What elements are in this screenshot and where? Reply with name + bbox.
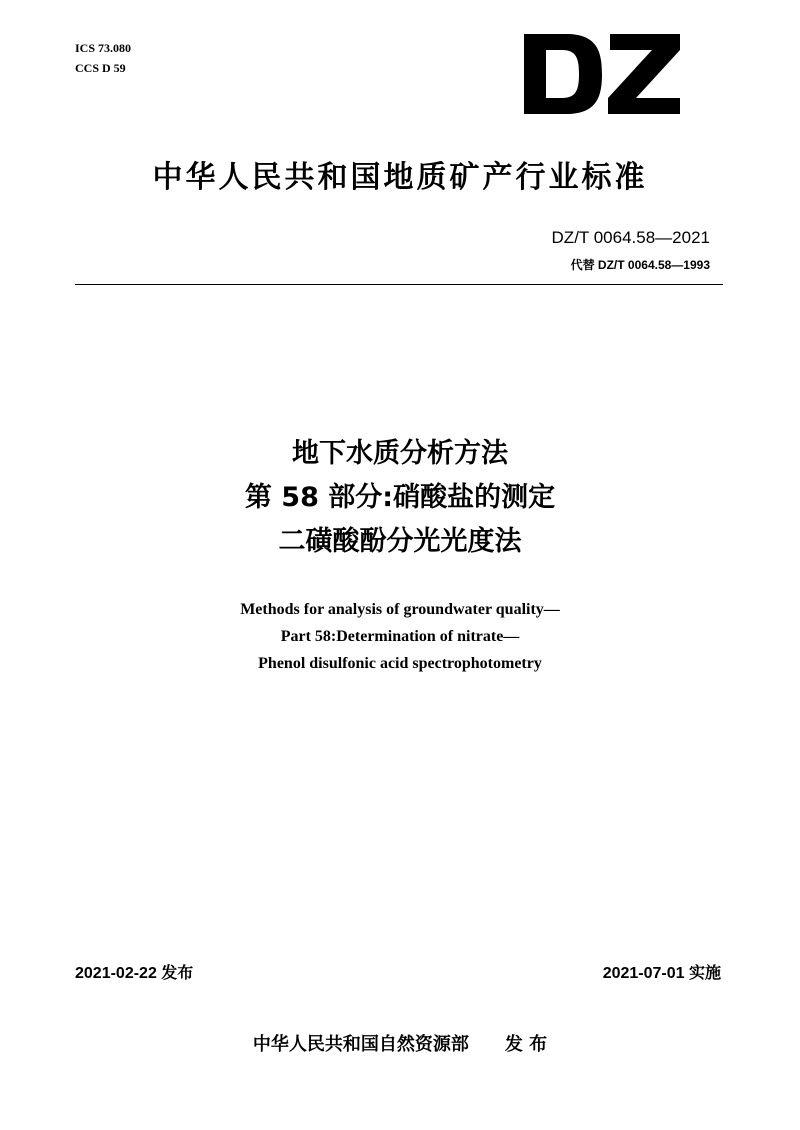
standard-number: DZ/T 0064.58—2021: [551, 228, 710, 247]
classification-codes: [75, 38, 131, 78]
english-title-line: Part 58:Determination of nitrate—: [280, 628, 520, 645]
chinese-title-line: 地下水质分析方法: [292, 438, 508, 469]
chinese-title: [0, 432, 800, 564]
issue-date: 2021-02-22 发布: [75, 965, 194, 982]
english-title-line: Methods for analysis of groundwater quality—: [240, 601, 560, 618]
chinese-title-line: 第 58 部分:硝酸盐的测定: [244, 482, 556, 513]
issuer-title: 中华人民共和国地质矿产行业标准: [152, 160, 648, 195]
header-divider: [75, 284, 723, 285]
english-title: [0, 596, 800, 677]
english-title-line: Phenol disulfonic acid spectrophotometry: [258, 655, 542, 672]
chinese-title-line: 二磺酸酚分光光度法: [278, 526, 522, 557]
ics-code: ICS 73.080: [75, 41, 132, 55]
ccs-code: CCS D 59: [75, 61, 126, 75]
dz-logo: [522, 32, 682, 116]
replaces-standard: 代替 DZ/T 0064.58—1993: [570, 258, 710, 272]
publisher-action: 发 布: [504, 1034, 548, 1055]
publisher-line: [0, 1030, 800, 1056]
publisher-name: 中华人民共和国自然资源部: [252, 1034, 469, 1055]
implementation-date: 2021-07-01 实施: [602, 965, 721, 982]
